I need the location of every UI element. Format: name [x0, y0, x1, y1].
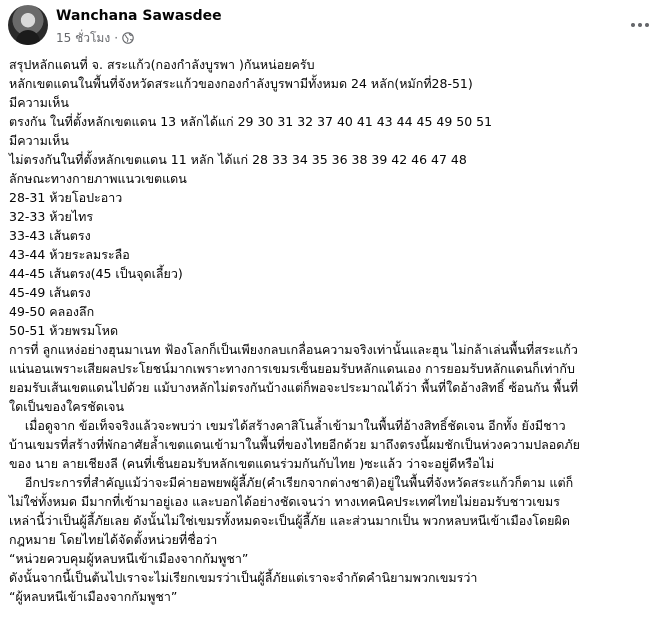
globe-icon	[122, 32, 134, 44]
post-line: ลักษณะทางกายภาพแนวเขตแดน	[9, 171, 187, 186]
post-line: การที่ ลูกแหง่อย่างฮุนมาเนท ฟ้องโลกก็เป็นเพียงกลบเกลื่อนความจริงเท่านั้นและฮุน ไม่กล้าเล่นพื้นที่สระแก้ว	[9, 342, 578, 357]
post-line: 43-44 ห้วยระลมระลือ	[9, 247, 130, 262]
post-line: มีความเห็น	[9, 133, 69, 148]
avatar[interactable]	[8, 5, 48, 45]
author-name[interactable]: Wanchana Sawasdee	[56, 8, 222, 24]
post-line: ไม่ใช่ทั้งหมด มีมากที่เข้ามาอยู่เอง และบอกได้อย่างชัดเจนว่า ทางเทคนิคประเทศไทยไม่ยอมรับชาวเขมร	[9, 494, 561, 509]
post-time[interactable]: 15 ชั่วโมง	[56, 30, 111, 45]
post-line: “หน่วยควบคุมผู้หลบหนีเข้าเมืองจากกัมพูชา”	[9, 551, 249, 566]
post-line: ยอมรับเส้นเขตแดนไปด้วย แม้บางหลักไม่ตรงกันบ้างแต่ก็พอจะประมาณได้ว่า พื้นที่ใดอ้างสิทธิ์ ซ้อนกัน พื้นที่	[9, 380, 579, 395]
post-line: 33-43 เส้นตรง	[9, 228, 91, 243]
post-line: “ผู้หลบหนีเข้าเมืองจากกัมพูชา”	[9, 589, 178, 604]
post-line: สรุปหลักแดนที่ จ. สระแก้ว(กองกำลังบูรพา )กันหน่อยครับ	[9, 57, 315, 72]
meta-separator: ·	[114, 31, 119, 45]
post-line: ดังนั้นจากนี้เป็นต้นไปเราจะไม่เรียกเขมรว่าเป็นผู้ลี้ภัยแต่เราจะจำกัดคำนิยามพวกเขมรว่า	[9, 570, 478, 585]
post-header	[8, 3, 658, 47]
more-options-icon[interactable]	[622, 7, 658, 43]
post-line: มีความเห็น	[9, 95, 69, 110]
post-line: 49-50 คลองลึก	[9, 304, 95, 319]
post-line: อีกประการที่สำคัญแม้ว่าจะมีค่ายอพยพผู้ลี้ภัย(คำเรียกจากต่างชาติ)อยู่ในพื้นที่จังหวัดสระแก้วก็ตาม แต่ก็	[9, 475, 574, 490]
post-line: แน่นอนเพราะเสียผลประโยชน์มากเพราะทางการเขมรเซ็นยอมรับหลักแดนเอง การยอมรับหลักแดนก็เท่ากับ	[9, 361, 575, 376]
post-line: บ้านเขมรที่สร้างที่พักอาศัยล้ำเขตแดนเข้ามาในพื้นที่ของไทยอีกด้วย มาถึงตรงนี้ผมชักเป็นห่วงความปลอดภัย	[9, 437, 580, 452]
post-body	[9, 55, 661, 606]
post-line: เมื่อดูจาก ข้อเท็จจริงแล้วจะพบว่า เขมรได้สร้างคาสิโนล้ำเข้ามาในพื้นที่อ้างสิทธิ์ชัดเจน อีกทั้ง ยังมีชาว	[9, 418, 566, 433]
post-line: 32-33 ห้วยไทร	[9, 209, 94, 224]
post-line: หลักเขตแดนในพื้นที่จังหวัดสระแก้วของกองกำลังบูรพามีทั้งหมด 24 หลัก(หมักที่28-51)	[9, 76, 473, 91]
post-line: 45-49 เส้นตรง	[9, 285, 91, 300]
post-line: 44-45 เส้นตรง(45 เป็นจุดเลี้ยว)	[9, 266, 183, 281]
post-line: ไม่ตรงกันในที่ตั้งหลักเขตแดน 11 หลัก ได้แก่ 28 33 34 35 36 38 39 42 46 47 48	[9, 152, 467, 167]
post-line: ตรงกัน ในที่ตั้งหลักเขตแดน 13 หลักได้แก่ 29 30 31 32 37 40 41 43 44 45 49 50 51	[9, 114, 493, 129]
post-line: เหล่านี้ว่าเป็นผู้ลี้ภัยเลย ดังนั้นไม่ใช่เขมรทั้งหมดจะเป็นผู้ลี้ภัย และส่วนมากเป็น พวกหลบหนีเข้าเมืองโดยผิด	[9, 513, 570, 528]
post-meta	[56, 30, 134, 46]
post-line: กฎหมาย โดยไทยได้จัดตั้งหน่วยที่ชื่อว่า	[9, 532, 218, 547]
post-line: ของ นาย ลายเชียงลี (คนที่เซ็นยอมรับหลักเขตแดนร่วมกันกับไทย )ซะแล้ว ว่าจะอยู่ดีหรือไม่	[9, 456, 495, 471]
post-line: 50-51 ห้วยพรมโหด	[9, 323, 119, 338]
post-line: 28-31 ห้วยโอปะอาว	[9, 190, 123, 205]
post-line: ใดเป็นของใครชัดเจน	[9, 399, 125, 414]
